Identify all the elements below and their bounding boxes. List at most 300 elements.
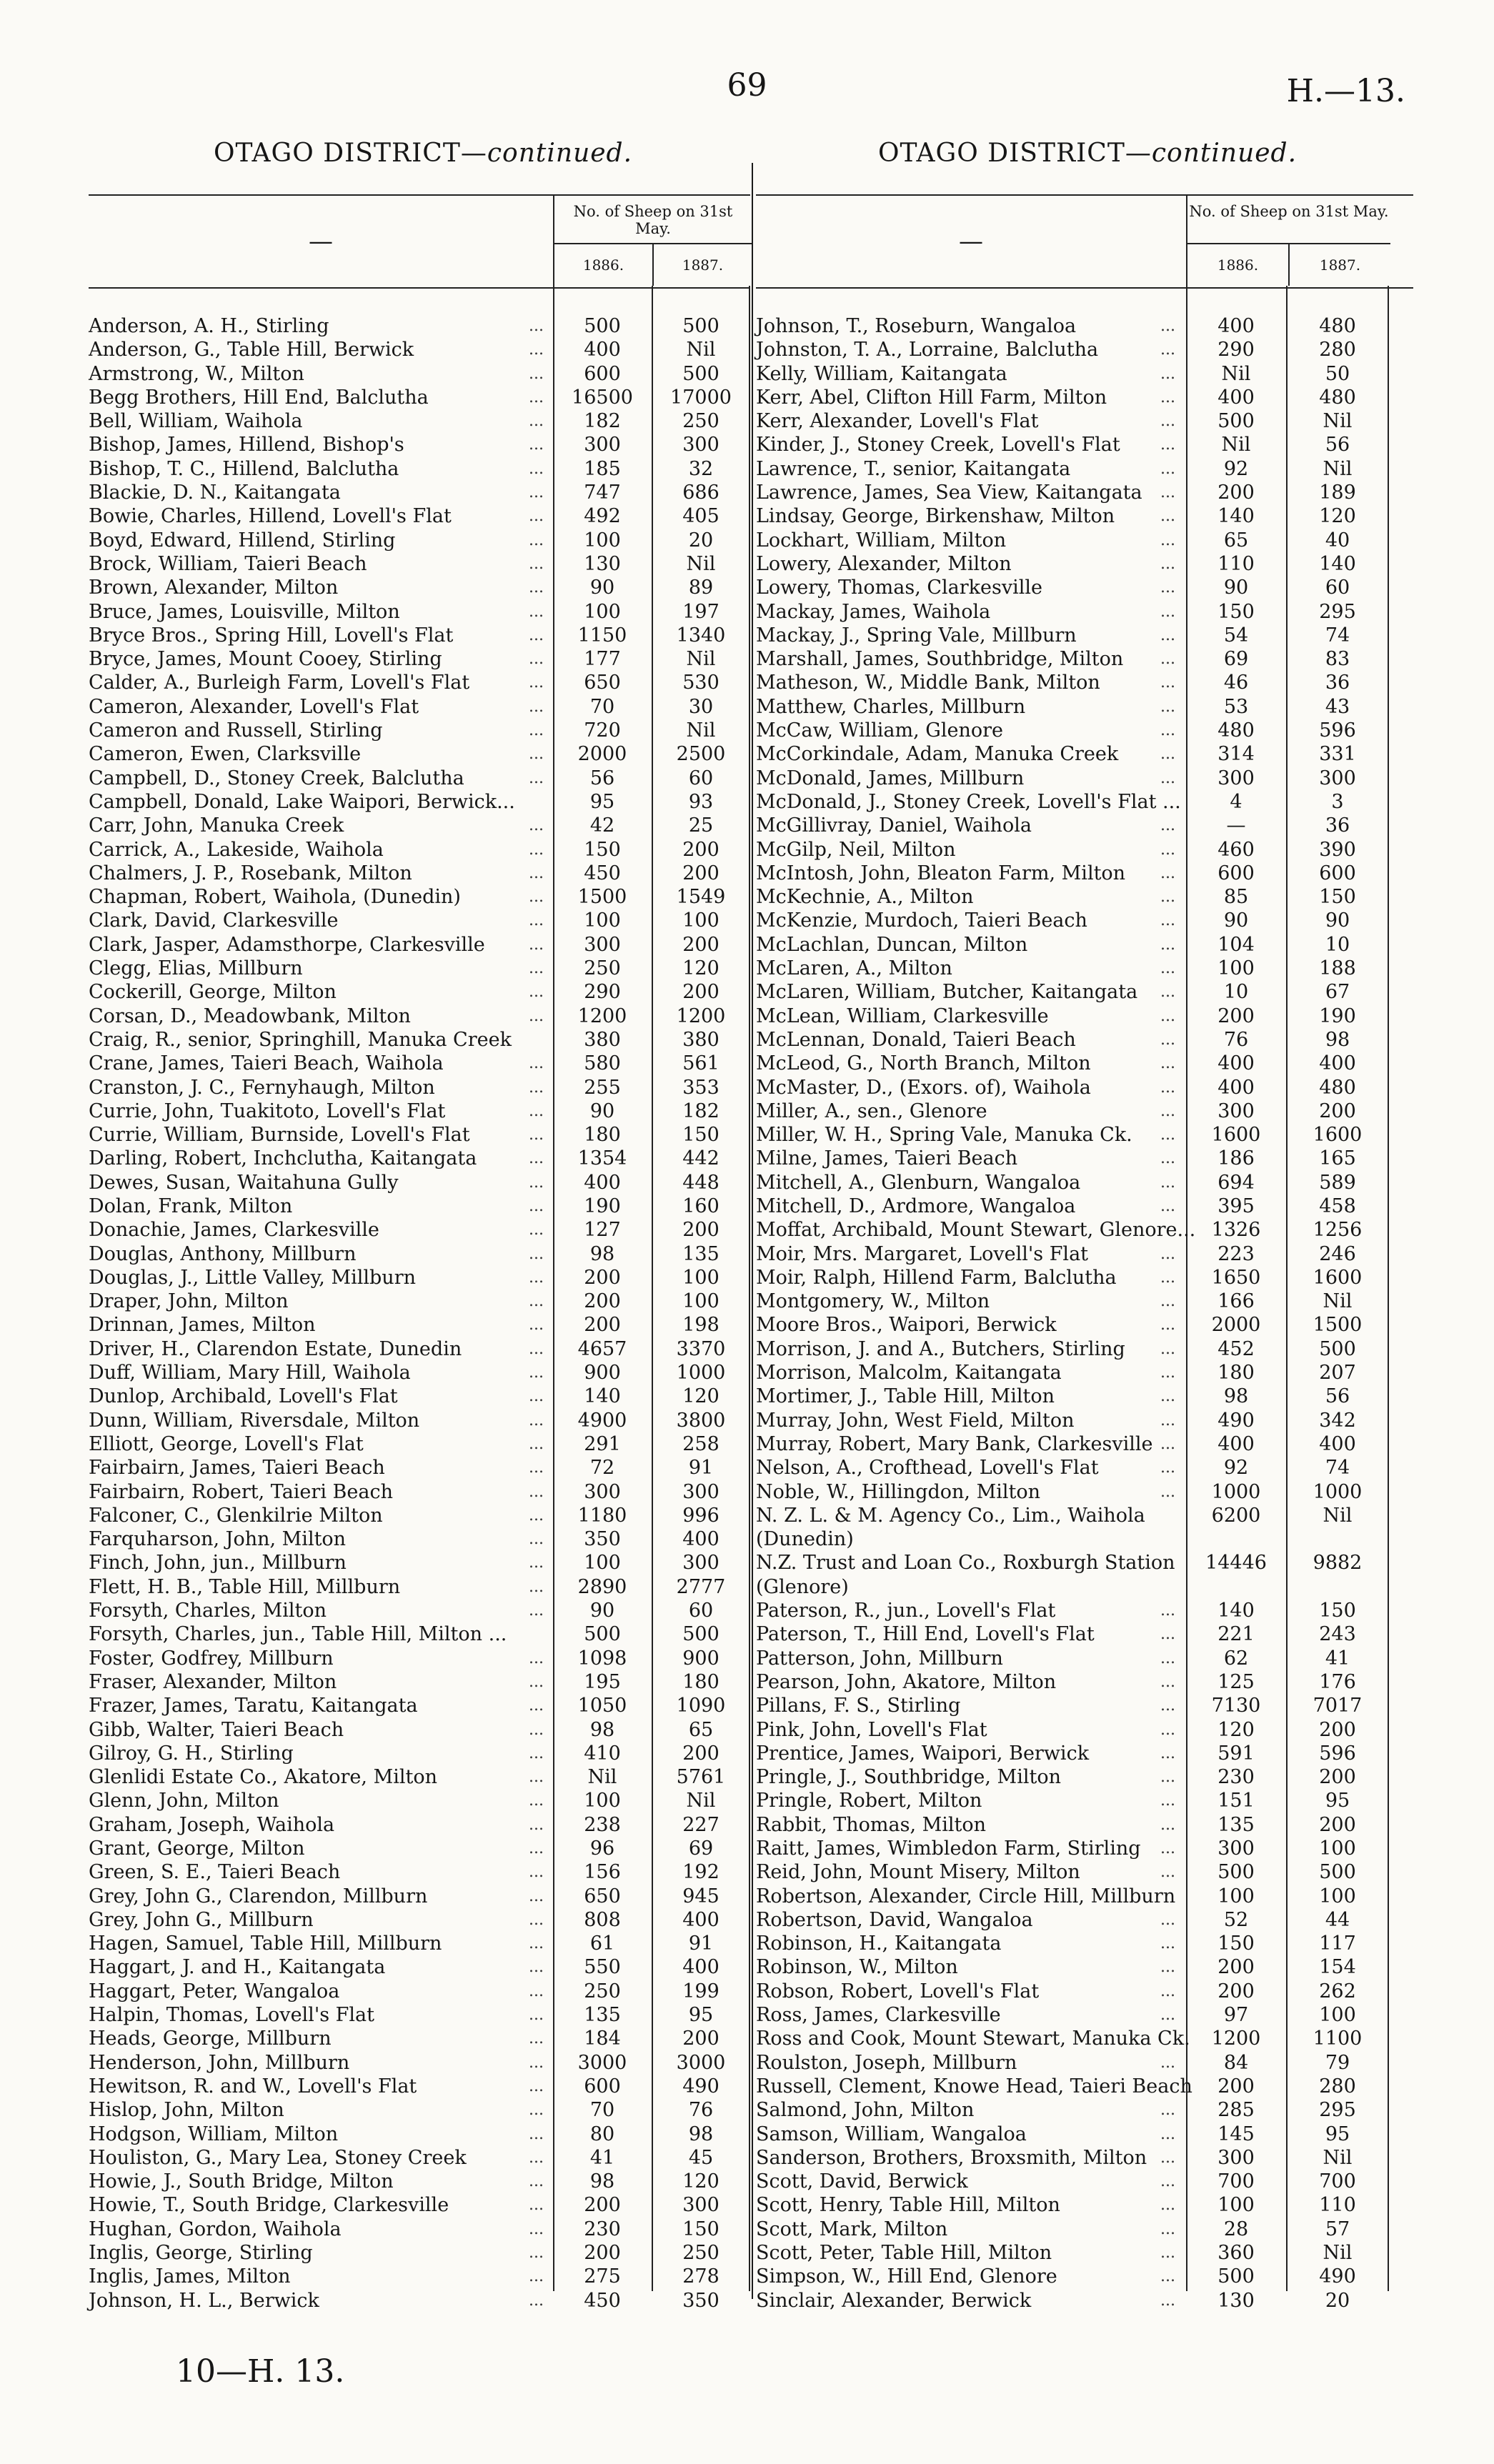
table-row bbox=[89, 1194, 750, 1218]
owner-name: Grant, George, Milton bbox=[89, 1837, 305, 1860]
sheep-1887: 74 bbox=[1325, 1457, 1350, 1480]
owner-name: Moir, Mrs. Margaret, Lovell's Flat bbox=[756, 1242, 1089, 1265]
sheep-1887: 3000 bbox=[676, 2051, 726, 2074]
sheep-1887: 74 bbox=[1325, 624, 1350, 647]
table-row bbox=[756, 1670, 1413, 1694]
sheep-1886: 694 bbox=[1217, 1171, 1255, 1194]
section-title-text: OTAGO DISTRICT— bbox=[877, 139, 1152, 168]
table-row bbox=[756, 1242, 1413, 1266]
owner-name: Crane, James, Taieri Beach, Waihola bbox=[89, 1052, 444, 1075]
sheep-1887: 100 bbox=[1319, 2004, 1356, 2027]
sheep-1887: 300 bbox=[1319, 767, 1356, 789]
owner-name: Douglas, Anthony, Millburn bbox=[89, 1242, 357, 1265]
owner-name: Mortimer, J., Table Hill, Milton bbox=[756, 1385, 1055, 1408]
section-title-text: OTAGO DISTRICT— bbox=[213, 139, 487, 168]
table-row bbox=[756, 1718, 1413, 1742]
leader-dots: ... bbox=[1160, 1435, 1175, 1453]
sheep-1886: 550 bbox=[584, 1956, 621, 1979]
table-row bbox=[89, 814, 750, 837]
sheep-1886: 650 bbox=[584, 672, 621, 694]
table-row bbox=[89, 1527, 750, 1551]
leader-dots: ... bbox=[1160, 1697, 1175, 1715]
owner-name: Hagen, Samuel, Table Hill, Millburn bbox=[89, 1932, 442, 1955]
sheep-1886: 300 bbox=[584, 434, 621, 457]
owner-name: Driver, H., Clarendon Estate, Dunedin bbox=[89, 1337, 462, 1360]
owner-name: Hewitson, R. and W., Lovell's Flat bbox=[89, 2075, 417, 2098]
sheep-1886: 156 bbox=[584, 1861, 621, 1884]
sheep-1886: 238 bbox=[584, 1813, 621, 1836]
leader-dots: ... bbox=[1160, 1340, 1175, 1358]
table-row bbox=[756, 767, 1413, 790]
sheep-1886: Nil bbox=[1221, 434, 1251, 457]
owner-name: Howie, J., South Bridge, Milton bbox=[89, 2170, 394, 2193]
table-row bbox=[756, 1313, 1413, 1337]
leader-dots: ... bbox=[529, 412, 544, 431]
sheep-1887: 67 bbox=[1325, 981, 1350, 1004]
sheep-1887: 189 bbox=[1319, 482, 1356, 504]
leader-dots: ... bbox=[1160, 697, 1175, 716]
leader-dots: ... bbox=[1160, 650, 1175, 669]
leader-dots: ... bbox=[529, 983, 544, 1002]
sheep-1886: 100 bbox=[1217, 1885, 1255, 1907]
leader-dots: ... bbox=[529, 1815, 544, 1834]
footer-signature: 10—H. 13. bbox=[176, 2353, 345, 2390]
table-row bbox=[89, 1575, 750, 1599]
table-row bbox=[756, 1860, 1413, 1884]
sheep-1886: 1050 bbox=[577, 1695, 627, 1717]
leader-dots: ... bbox=[1160, 1840, 1175, 1857]
sheep-1886: 70 bbox=[589, 2099, 615, 2122]
leader-dots: ... bbox=[529, 2268, 544, 2286]
sheep-1886: 150 bbox=[1217, 1932, 1255, 1955]
sheep-1887: 60 bbox=[688, 767, 714, 789]
owner-name: Sanderson, Brothers, Broxsmith, Milton bbox=[756, 2146, 1147, 2169]
sheep-1887: 154 bbox=[1319, 1956, 1356, 1979]
sheep-1886: 135 bbox=[584, 2004, 621, 2027]
leader-dots: ... bbox=[529, 912, 544, 930]
leader-dots: ... bbox=[1160, 531, 1175, 549]
owner-name: Lawrence, James, Sea View, Kaitangata bbox=[756, 482, 1142, 504]
owner-name: Murray, Robert, Mary Bank, Clarkesville bbox=[756, 1432, 1153, 1455]
owner-name: Kerr, Abel, Clifton Hill Farm, Milton bbox=[756, 386, 1107, 409]
sheep-1886: 1500 bbox=[577, 886, 627, 909]
leader-dots: ... bbox=[1160, 388, 1175, 406]
owner-name: McDonald, J., Stoney Creek, Lovell's Flat ... bbox=[756, 790, 1181, 813]
table-row bbox=[89, 386, 750, 409]
table-row bbox=[89, 1004, 750, 1028]
sheep-1887: 30 bbox=[688, 695, 714, 718]
sheep-1886: 200 bbox=[584, 1290, 621, 1313]
sheep-1886: 28 bbox=[1223, 2218, 1249, 2240]
sheep-1887: 56 bbox=[1325, 1385, 1350, 1408]
owner-name: Simpson, W., Hill End, Glenore bbox=[756, 2265, 1057, 2288]
table-row bbox=[89, 2218, 750, 2241]
sheep-1887: 117 bbox=[1319, 1932, 1356, 1955]
sheep-1887: 480 bbox=[1319, 1076, 1356, 1099]
owner-name: Miller, A., sen., Glenore bbox=[756, 1099, 987, 1122]
leader-dots: ... bbox=[529, 1340, 544, 1358]
leader-dots: ... bbox=[529, 2053, 544, 2072]
sheep-1886: 2890 bbox=[577, 1575, 627, 1598]
leader-dots: ... bbox=[1160, 1720, 1175, 1739]
owner-name: Dunn, William, Riversdale, Milton bbox=[89, 1409, 420, 1432]
table-row bbox=[756, 1385, 1413, 1408]
sheep-1887: Nil bbox=[686, 552, 716, 575]
sheep-1886: 255 bbox=[584, 1076, 621, 1099]
table-row bbox=[89, 1313, 750, 1337]
table-row bbox=[756, 2241, 1413, 2265]
sheep-1887: 91 bbox=[688, 1457, 714, 1480]
leader-dots: ... bbox=[529, 2244, 544, 2263]
table-row bbox=[89, 1480, 750, 1504]
sheep-1886: 145 bbox=[1217, 2123, 1255, 2145]
sheep-1887: 1090 bbox=[676, 1695, 726, 1717]
sheep-1886: 250 bbox=[584, 957, 621, 980]
sheep-1886: 400 bbox=[1217, 1076, 1255, 1099]
owner-name: McDonald, James, Millburn bbox=[756, 767, 1025, 789]
table-row bbox=[756, 1813, 1413, 1837]
table-row bbox=[756, 1885, 1413, 1908]
sheep-1887: 192 bbox=[682, 1861, 719, 1884]
table-row bbox=[89, 433, 750, 457]
table-row bbox=[756, 1955, 1413, 1979]
right-table bbox=[756, 194, 1413, 2312]
sheep-1887: 57 bbox=[1325, 2218, 1350, 2240]
sheep-1886: 600 bbox=[584, 2075, 621, 2098]
owner-name: Patterson, John, Millburn bbox=[756, 1647, 1003, 1670]
sheep-1886: 1180 bbox=[577, 1504, 627, 1527]
sheep-1887: 200 bbox=[682, 1219, 719, 1242]
table-row bbox=[756, 1980, 1413, 2003]
sheep-1887: 65 bbox=[688, 1718, 714, 1741]
leader-dots: ... bbox=[529, 436, 544, 454]
sheep-1886: 580 bbox=[584, 1052, 621, 1075]
sheep-1887: 200 bbox=[1319, 1718, 1356, 1741]
leader-dots: ... bbox=[1160, 888, 1175, 907]
owner-name: Kinder, J., Stoney Creek, Lovell's Flat bbox=[756, 434, 1120, 457]
owner-name: Robinson, H., Kaitangata bbox=[756, 1932, 1002, 1955]
sheep-1886: 62 bbox=[1223, 1647, 1249, 1670]
sheep-1887: 380 bbox=[682, 1028, 719, 1051]
sheep-1886: 135 bbox=[1217, 1813, 1255, 1836]
owner-name: McCaw, William, Glenore bbox=[756, 719, 1003, 742]
sheep-1886: 410 bbox=[584, 1742, 621, 1765]
sheep-1887: 295 bbox=[1319, 2099, 1356, 2122]
left-table bbox=[89, 194, 750, 2312]
table-row bbox=[89, 742, 750, 766]
leader-dots: ... bbox=[529, 1982, 544, 2000]
leader-dots: ... bbox=[529, 1054, 544, 1073]
sheep-1887: 2777 bbox=[676, 1575, 726, 1598]
sheep-1886: 230 bbox=[584, 2218, 621, 2240]
leader-dots: ... bbox=[529, 2220, 544, 2238]
table-row bbox=[89, 1789, 750, 1812]
leader-dots: ... bbox=[529, 1173, 544, 1192]
sheep-1887: 41 bbox=[1325, 1647, 1350, 1670]
sheep-1886: 69 bbox=[1223, 648, 1249, 671]
owner-name: Pringle, Robert, Milton bbox=[756, 1790, 982, 1812]
owner-name: Foster, Godfrey, Millburn bbox=[89, 1647, 334, 1670]
sheep-1886: 285 bbox=[1217, 2099, 1255, 2122]
sheep-1887: 350 bbox=[682, 2289, 719, 2312]
sheep-1887: 90 bbox=[1325, 909, 1350, 932]
sheep-1886: 4 bbox=[1230, 790, 1242, 813]
sheep-1887: 480 bbox=[1319, 315, 1356, 337]
owner-name: Clegg, Elias, Millburn bbox=[89, 957, 303, 980]
owner-name: Samson, William, Wangaloa bbox=[756, 2123, 1027, 2145]
owner-name: Bell, William, Waihola bbox=[89, 410, 303, 433]
sheep-1886: 300 bbox=[584, 933, 621, 956]
table-row bbox=[89, 767, 750, 790]
leader-dots: ... bbox=[529, 769, 544, 787]
sheep-1887: Nil bbox=[1323, 457, 1353, 480]
sheep-1887: 1000 bbox=[1313, 1480, 1363, 1503]
owner-name: Flett, H. B., Table Hill, Millburn bbox=[89, 1575, 401, 1598]
sheep-1886: 90 bbox=[1223, 577, 1249, 599]
leader-dots: ... bbox=[529, 1958, 544, 1977]
table-row bbox=[89, 1599, 750, 1622]
sheep-1886: 16500 bbox=[572, 386, 633, 409]
table-row bbox=[89, 2051, 750, 2075]
table-row bbox=[89, 1076, 750, 1099]
leader-dots: ... bbox=[529, 554, 544, 573]
sheep-1887: 1340 bbox=[676, 624, 726, 647]
leader-dots: ... bbox=[529, 579, 544, 597]
sheep-1887: 400 bbox=[1319, 1432, 1356, 1455]
sheep-1886: 140 bbox=[1217, 1600, 1255, 1622]
owner-name: Green, S. E., Taieri Beach bbox=[89, 1861, 341, 1884]
table-row bbox=[756, 1789, 1413, 1812]
leader-dots: ... bbox=[529, 459, 544, 478]
table-row bbox=[756, 1409, 1413, 1432]
owner-name: Sinclair, Alexander, Berwick bbox=[756, 2289, 1032, 2312]
table-row bbox=[89, 1432, 750, 1456]
leader-dots: ... bbox=[529, 484, 544, 502]
sheep-1887: 258 bbox=[682, 1432, 719, 1455]
leader-dots: ... bbox=[529, 1126, 544, 1144]
table-row bbox=[756, 576, 1413, 599]
table-row bbox=[89, 1765, 750, 1789]
leader-dots: ... bbox=[1160, 817, 1175, 835]
sheep-1886: 130 bbox=[1217, 2289, 1255, 2312]
leader-dots: ... bbox=[1160, 2148, 1175, 2167]
table-row bbox=[89, 957, 750, 980]
leader-dots: ... bbox=[1160, 864, 1175, 882]
sheep-1886: 1098 bbox=[577, 1647, 627, 1670]
table-row bbox=[89, 695, 750, 719]
leader-dots: ... bbox=[529, 1364, 544, 1382]
leader-dots: ... bbox=[1160, 1268, 1175, 1287]
table-row bbox=[89, 314, 750, 338]
owner-name: Murray, John, West Field, Milton bbox=[756, 1409, 1075, 1432]
owner-name: Robson, Robert, Lovell's Flat bbox=[756, 1980, 1040, 2002]
leader-dots: ... bbox=[529, 602, 544, 621]
leader-dots: ... bbox=[529, 388, 544, 406]
table-row bbox=[756, 695, 1413, 719]
sheep-1887: 182 bbox=[682, 1099, 719, 1122]
sheep-1886: 300 bbox=[1217, 1837, 1255, 1860]
sheep-1887: 200 bbox=[682, 838, 719, 861]
table-row bbox=[756, 2027, 1413, 2050]
sheep-1886: 185 bbox=[584, 457, 621, 480]
owner-name: Hughan, Gordon, Waihola bbox=[89, 2218, 342, 2240]
header-sheep-caption: No. of Sheep on 31st May. bbox=[554, 196, 752, 244]
table-row bbox=[89, 1670, 750, 1694]
table-row bbox=[89, 2146, 750, 2170]
table-row bbox=[89, 1837, 750, 1860]
owner-name: Bryce Bros., Spring Hill, Lovell's Flat bbox=[89, 624, 454, 647]
sheep-1887: Nil bbox=[1323, 2242, 1353, 2265]
leader-dots: ... bbox=[1160, 412, 1175, 431]
sheep-1887: 227 bbox=[682, 1813, 719, 1836]
sheep-1887: 243 bbox=[1319, 1623, 1356, 1646]
owner-name: Scott, Henry, Table Hill, Milton bbox=[756, 2194, 1060, 2217]
owner-name: Corsan, D., Meadowbank, Milton bbox=[89, 1004, 411, 1027]
sheep-1887: 342 bbox=[1319, 1409, 1356, 1432]
leader-dots: ... bbox=[529, 1792, 544, 1810]
leader-dots: ... bbox=[1160, 1292, 1175, 1311]
sheep-1887: 135 bbox=[682, 1242, 719, 1265]
leader-dots: ... bbox=[1160, 1815, 1175, 1834]
leader-dots: ... bbox=[529, 2148, 544, 2167]
table-row bbox=[756, 1361, 1413, 1385]
leader-dots: ... bbox=[529, 1530, 544, 1549]
leader-dots: ... bbox=[1160, 1364, 1175, 1382]
sheep-1886: 100 bbox=[584, 909, 621, 932]
owner-name: (Glenore) bbox=[756, 1575, 849, 1598]
sheep-1886: 180 bbox=[584, 1124, 621, 1147]
owner-name: Chapman, Robert, Waihola, (Dunedin) bbox=[89, 886, 461, 909]
owner-name: Begg Brothers, Hill End, Balclutha bbox=[89, 386, 429, 409]
table-row bbox=[89, 504, 750, 528]
owner-name: McLaren, A., Milton bbox=[756, 957, 952, 980]
sheep-1886: 200 bbox=[584, 1266, 621, 1289]
leader-dots: ... bbox=[1160, 2125, 1175, 2143]
owner-name: Moore Bros., Waipori, Berwick bbox=[756, 1314, 1057, 1337]
sheep-1887: 3370 bbox=[676, 1337, 726, 1360]
table-row bbox=[89, 647, 750, 671]
leader-dots: ... bbox=[1160, 1197, 1175, 1215]
owner-name: Lawrence, T., senior, Kaitangata bbox=[756, 457, 1071, 480]
sheep-1886: 180 bbox=[1217, 1362, 1255, 1385]
table-row bbox=[756, 552, 1413, 576]
sheep-1886: 70 bbox=[589, 695, 615, 718]
leader-dots: ... bbox=[529, 1840, 544, 1857]
sheep-1886: 275 bbox=[584, 2265, 621, 2288]
header-year-1887: 1887. bbox=[1288, 244, 1390, 286]
table-row bbox=[756, 1742, 1413, 1765]
header-sheep-caption: No. of Sheep on 31st May. bbox=[1187, 196, 1390, 244]
sheep-1886: 100 bbox=[1217, 957, 1255, 980]
sheep-1887: 500 bbox=[682, 362, 719, 385]
owner-name: Moir, Ralph, Hillend Farm, Balclutha bbox=[756, 1266, 1117, 1289]
owner-name: Glenlidi Estate Co., Akatore, Milton bbox=[89, 1766, 437, 1789]
sheep-1887: 36 bbox=[1325, 814, 1350, 837]
owner-name: Finch, John, jun., Millburn bbox=[89, 1552, 347, 1575]
document-code: H.—13. bbox=[1286, 73, 1405, 109]
leader-dots: ... bbox=[529, 2291, 544, 2310]
sheep-1886: 808 bbox=[584, 1908, 621, 1931]
owner-name: Robertson, David, Wangaloa bbox=[756, 1908, 1033, 1931]
sheep-1887: 9882 bbox=[1313, 1552, 1363, 1575]
leader-dots: ... bbox=[1160, 2244, 1175, 2263]
leader-dots: ... bbox=[1160, 674, 1175, 692]
table-row bbox=[756, 790, 1413, 814]
owner-name: Matthew, Charles, Millburn bbox=[756, 695, 1026, 718]
sheep-1887: Nil bbox=[686, 1790, 716, 1812]
owner-name: Forsyth, Charles, Milton bbox=[89, 1600, 327, 1622]
leader-dots: ... bbox=[1160, 2196, 1175, 2215]
sheep-1886: 395 bbox=[1217, 1194, 1255, 1217]
sheep-1887: 199 bbox=[682, 1980, 719, 2002]
sheep-1887: 207 bbox=[1319, 1362, 1356, 1385]
table-row bbox=[756, 529, 1413, 552]
owner-name: Anderson, A. H., Stirling bbox=[89, 315, 329, 337]
sheep-1886: 61 bbox=[589, 1932, 615, 1955]
table-row bbox=[89, 1052, 750, 1075]
leader-dots: ... bbox=[529, 1887, 544, 1905]
table-row bbox=[756, 1504, 1413, 1527]
owner-name: Cameron, Ewen, Clarksville bbox=[89, 743, 362, 766]
sheep-1887: 400 bbox=[682, 1956, 719, 1979]
leader-dots: ... bbox=[529, 364, 544, 383]
sheep-1887: 996 bbox=[682, 1504, 719, 1527]
owner-name: Campbell, D., Stoney Creek, Balclutha bbox=[89, 767, 464, 789]
sheep-1887: 278 bbox=[682, 2265, 719, 2288]
owner-name: Noble, W., Hillingdon, Milton bbox=[756, 1480, 1040, 1503]
table-row bbox=[89, 1504, 750, 1527]
owner-name: Marshall, James, Southbridge, Milton bbox=[756, 648, 1124, 671]
owner-name: Robinson, W., Milton bbox=[756, 1956, 958, 1979]
sheep-1887: 900 bbox=[682, 1647, 719, 1670]
leader-dots: ... bbox=[1160, 1316, 1175, 1335]
leader-dots: ... bbox=[1160, 1672, 1175, 1691]
owner-name: Campbell, Donald, Lake Waipori, Berwick... bbox=[89, 790, 515, 813]
owner-name: Roulston, Joseph, Millburn bbox=[756, 2051, 1017, 2074]
sheep-1886: 7130 bbox=[1211, 1695, 1261, 1717]
leader-dots: ... bbox=[529, 341, 544, 359]
owner-name: Farquharson, John, Milton bbox=[89, 1528, 347, 1551]
sheep-1887: 490 bbox=[682, 2075, 719, 2098]
sheep-1887: 200 bbox=[682, 981, 719, 1004]
sheep-1886: 90 bbox=[1223, 909, 1249, 932]
owner-name: Clark, David, Clarkesville bbox=[89, 909, 339, 932]
leader-dots: ... bbox=[529, 1577, 544, 1596]
sheep-1887: 120 bbox=[682, 1385, 719, 1408]
sheep-1886: 54 bbox=[1223, 624, 1249, 647]
sheep-1887: 98 bbox=[688, 2123, 714, 2145]
owner-name: Dunlop, Archibald, Lovell's Flat bbox=[89, 1385, 398, 1408]
leader-dots: ... bbox=[529, 2125, 544, 2143]
sheep-1887: 1600 bbox=[1313, 1124, 1363, 1147]
sheep-1886: 400 bbox=[1217, 386, 1255, 409]
sheep-1886: 85 bbox=[1223, 886, 1249, 909]
sheep-1887: 150 bbox=[682, 1124, 719, 1147]
leader-dots: ... bbox=[1160, 983, 1175, 1002]
owner-name: Nelson, A., Crofthead, Lovell's Flat bbox=[756, 1457, 1099, 1480]
leader-dots: ... bbox=[529, 1482, 544, 1501]
leader-dots: ... bbox=[1160, 2173, 1175, 2191]
leader-dots: ... bbox=[1160, 507, 1175, 526]
leader-dots: ... bbox=[1160, 2291, 1175, 2310]
leader-dots: ... bbox=[1160, 840, 1175, 859]
leader-dots: ... bbox=[1160, 722, 1175, 740]
owner-name: Boyd, Edward, Hillend, Stirling bbox=[89, 529, 396, 552]
sheep-1886: 52 bbox=[1223, 1908, 1249, 1931]
sheep-1886: 200 bbox=[1217, 1956, 1255, 1979]
sheep-1886: 221 bbox=[1217, 1623, 1255, 1646]
sheep-1886: 400 bbox=[584, 1171, 621, 1194]
